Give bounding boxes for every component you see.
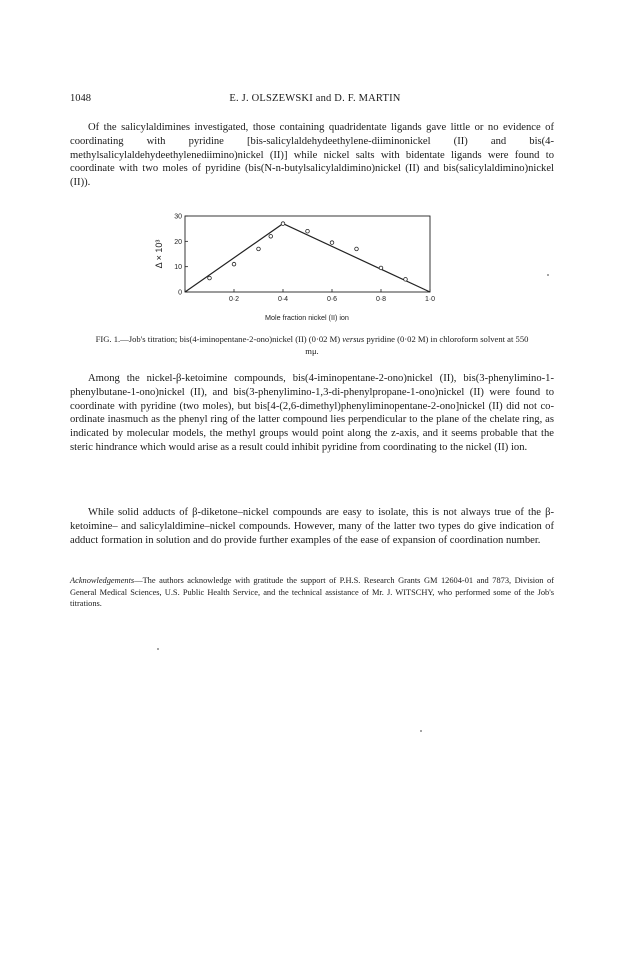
acknowledgements-lead: Acknowledgements — [70, 576, 135, 585]
ticks-layer — [174, 214, 435, 304]
y-tick-label: 20 — [174, 238, 182, 246]
plot-frame — [185, 216, 430, 292]
x-tick-label: 0·2 — [228, 296, 240, 303]
page-number: 1048 — [70, 93, 91, 104]
data-point — [404, 278, 408, 282]
data-point — [208, 276, 212, 280]
scan-speck — [547, 274, 549, 276]
fit-line — [185, 224, 430, 292]
y-tick-label: 30 — [174, 213, 182, 221]
data-point — [379, 266, 383, 270]
scan-speck — [157, 648, 159, 650]
caption-versus: versus — [342, 334, 365, 344]
data-point — [269, 234, 273, 238]
x-axis-label: Mole fraction nickel (II) ion — [265, 313, 349, 322]
y-axis-label: Δ × 10³ — [154, 239, 164, 269]
y-tick-label: 0 — [178, 289, 182, 297]
acknowledgements-text: —The authors acknowledge with gratitude the support of P.H.S. Research Grants GM 12604-01 and 7873, Division of General Medical Sciences, U.S. Public Health Service, and the technical assistance of Mr. J. WITSCHY, who performed some of the Job's titrations. — [70, 576, 554, 608]
x-tick-label: 1·0 — [424, 296, 436, 303]
data-point — [281, 222, 285, 226]
paragraph-ketoimine: Among the nickel-β-ketoimine compounds, bis(4-iminopentane-2-ono)nickel (II), bis(3-phenylimino-1-phenylbutane-1-ono)nickel (II), and bis(3-phenylimino-1,3-di-phenylpropane-1-ono)nickel (II) were found to coordinate with pyridine (two moles), but bis[4-(2,6-dimethyl)phenyliminopentane-2-ono]nickel (II) did not co-ordinate inasmuch as the phenyl ring of the latter compound lies perpendicular to the plane of the chelate ring, as indicated by molecular models, the methyl groups would point along the z-axis, and it seems probable that the steric hindrance which would arise as a result could inhibit pyridine from coordinating to the nickel (II) ion. — [70, 373, 554, 453]
y-tick-label: 10 — [174, 264, 182, 272]
running-authors: E. J. OLSZEWSKI and D. F. MARTIN — [229, 93, 401, 104]
data-point — [355, 247, 359, 251]
data-point — [330, 241, 334, 245]
data-point — [306, 229, 310, 233]
paragraph-diketone: While solid adducts of β-diketone–nickel compounds are easy to isolate, this is not always true of the β-ketoimine– and salicylaldimine–nickel compounds. However, many of the latter two types do give indication of adduct formation in solution and do provide further examples of the ease of expansion of coordination number. — [70, 507, 554, 546]
x-tick-label: 0·4 — [277, 296, 289, 303]
figure-jobs-titration — [150, 208, 450, 323]
x-tick-label: 0·6 — [326, 296, 338, 303]
acknowledgements — [70, 575, 554, 610]
points-layer — [208, 222, 408, 281]
paragraph-salicylaldimines: Of the salicylaldimines investigated, those containing quadridentate ligands gave little or no evidence of coordinating with pyridine [bis-salicylaldehydeethylene-diiminonickel (II) and bis(4-methylsalicylaldehydeethylenediimino)nickel (II)] while nickel salts with bidentate ligands were found to coordinate with two moles of pyridine (bis(N-n-butylsalicylaldimino)nickel (II) and bis(salicylaldimino)nickel (II)). — [70, 122, 554, 189]
caption-text-a: —Job's titration; bis(4-iminopentane-2-ono)nickel (II) (0·02 M) — [120, 334, 343, 344]
figure-caption — [90, 334, 534, 357]
caption-label: FIG. 1. — [95, 334, 121, 344]
scan-speck — [420, 730, 422, 732]
chart — [150, 208, 450, 323]
data-point — [257, 247, 261, 251]
x-tick-label: 0·8 — [375, 296, 387, 303]
data-point — [232, 262, 236, 266]
caption-text-b: pyridine (0·02 M) in chloroform solvent at 550 mμ. — [305, 334, 529, 356]
